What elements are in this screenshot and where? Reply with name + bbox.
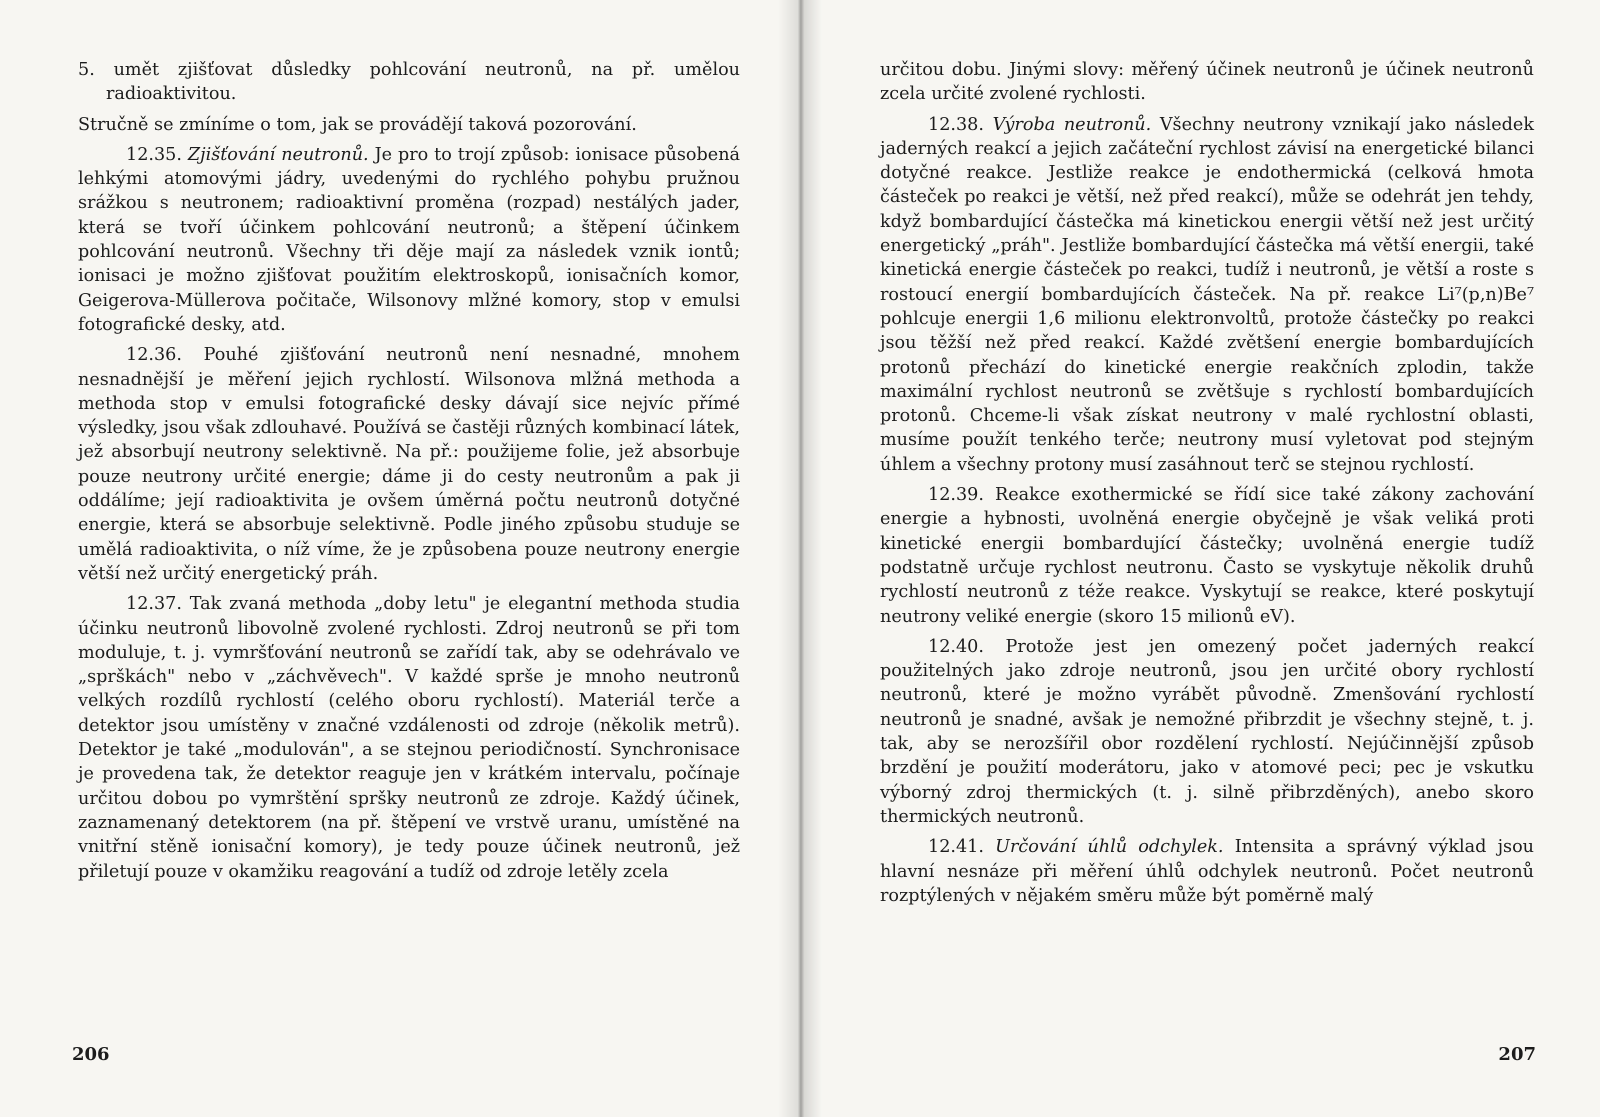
section-text-continued: pohlcuje energii 1,6 milionu elektronvoltů, protože částečky po reakci jsou těžší než před reakcí. Každé zvětšení energie bombardujících protonů přechází do kinetické energie reakčních zplodin, takže maximální rychlost neutronů se zvětšuje s rychlostí bombardujících protonů. Chceme-li však získat neutrony v malé rychlostní oblasti, musíme použít tenkého terče; neutrony musí vyletovat pod stejným úhlem a všechny protony musí zasáhnout terč se stejnou rychlostí. — [880, 308, 1534, 475]
list-item-5: 5. umět zjišťovat důsledky pohlcování neutronů, na př. umělou radioaktivitou. — [78, 60, 740, 105]
section-12-36: 12.36. Pouhé zjišťování neutronů není nesnadné, mnohem nesnadnější je měření jejich rychlostí. Wilsonova mlžná methoda a methoda stop v emulsi fotografické desky dávají sice nejvíc přímé výsledky, jsou však zdlouhavé. Používá se častěji různých kombinací látek, jež absorbují neutrony selektivně. Na př.: použijeme folie, jež absorbuje pouze neutrony určité energie; dáme ji do cesty neutronům a pak ji oddálíme; její radioaktivita je ovšem úměrná počtu neutronů dotyčné energie, která se absorbuje selektivně. Podle jiného způsobu studuje se umělá radioaktivita, o níž víme, že je způsobena pouze neutrony energie větší než určitý energetický práh. — [78, 345, 740, 584]
reaction-formula: Li⁷(p,n)Be⁷ — [1437, 284, 1534, 305]
section-number: 12.35. — [126, 144, 182, 165]
section-12-35 — [78, 143, 740, 337]
page-number-left: 206 — [72, 1044, 110, 1065]
section-title: Určování úhlů odchylek. — [995, 837, 1224, 858]
section-number: 12.38. — [928, 114, 984, 135]
section-text: Je pro to trojí způsob: ionisace působená lehkými atomovými jádry, uvedenými do rychlého pohybu pružnou srážkou s neutronem; radioaktivní proměna (rozpad) nestálých jader, která se tvoří účinkem pohlcování neutronů; a štěpení účinkem pohlcování neutronů. Všechny tři děje mají za následek vznik iontů; ionisaci je možno zjišťovat použitím elektroskopů, ionisačních komor, Geigerova-Müllerova počitače, Wilsonovy mlžné komory, stop v emulsi fotografické desky, atd. — [78, 144, 741, 335]
section-number: 12.41. — [928, 837, 984, 858]
section-title: Zjišťování neutronů. — [187, 144, 369, 165]
section-12-41 — [880, 835, 1534, 908]
section-12-39: 12.39. Reakce exothermické se řídí sice také zákony zachování energie a hybnosti, uvolněná energie obyčejně je však veliká proti kinetické energii bombardující částečky; uvolněná energie tudíž podstatně určuje rychlost neutronu. Často se vyskytuje několik druhů rychlostí neutronů z téže reakce. Vyskytují se reakce, které poskytují neutrony veliké energie (skoro 15 milionů eV). — [880, 485, 1534, 627]
section-title: Výroba neutronů. — [992, 114, 1152, 135]
section-12-38 — [880, 113, 1534, 477]
continuation-paragraph: určitou dobu. Jinými slovy: měřený účinek neutronů je účinek neutronů zcela určité zvolené rychlosti. — [880, 60, 1534, 105]
page-number-right: 207 — [1498, 1044, 1536, 1065]
section-text: Všechny neutrony vznikají jako následek jaderných reakcí a jejich začáteční rychlost závisí na energetické bilanci dotyčné reakce. Jestliže reakce je endothermická (celková hmota částeček po reakci je větší, než před reakcí), může se odehrát jen tehdy, když bombardující částečka má kinetickou energii větší než jest určitý energetický „práh". Jestliže bombardující částečka má větší energii, také kinetická energie částeček po reakci, tudíž i neutronů, je větší a roste s rostoucí energií bombardujících částeček. Na př. reakce — [880, 114, 1535, 305]
section-12-40: 12.40. Protože jest jen omezený počet jaderných reakcí použitelných jako zdroje neutronů, jsou jen určité obory rychlostí neutronů, které je možno vyrábět původně. Zmenšování rychlostí neutronů je snadné, avšak je nemožné přibrzdit je všechny stejně, t. j. tak, aby se nerozšířil obor rozdělení rychlostí. Nejúčinnější způsob brzdění je použití moderátoru, jako v atomové peci; pec je vskutku výborný zdroj thermických (t. j. silně přibrzděných), anebo skoro thermických neutronů. — [880, 636, 1534, 827]
section-text: Intensita a správný výklad jsou hlavní nesnáze při měření úhlů odchylek neutronů. Počet neutronů rozptýlených v nějakém směru může být poměrně malý — [880, 837, 1535, 906]
intro-paragraph: Stručně se zmíníme o tom, jak se provádějí taková pozorování. — [78, 114, 637, 135]
section-12-37: 12.37. Tak zvaná methoda „doby letu" je elegantní methoda studia účinku neutronů libovolně zvolené rychlosti. Zdroj neutronů se při tom moduluje, t. j. vymršťování neutronů se zařídí tak, aby se odehrávalo ve „sprškách" nebo v „záchvěvech". V každé sprše je mnoho neutronů velkých rozdílů rychlostí (celého oboru rychlostí). Materiál terče a detektor jsou umístěny v značné vzdálenosti od zdroje (několik metrů). Detektor je také „modulován", a se stejnou periodičností. Synchronisace je provedena tak, že detektor reaguje jen v krátkém intervalu, počínaje určitou dobou po vymrštění spršky neutronů ze zdroje. Každý účinek, zaznamenaný detektorem (na př. štěpení ve vrstvě uranu, umístěné na vnitřní stěně ionisační komory), je tedy pouze účinek neutronů, jež přiletují pouze v okamžiku reagování a tudíž od zdroje letěly zcela — [78, 594, 740, 882]
right-page — [800, 0, 1600, 1117]
